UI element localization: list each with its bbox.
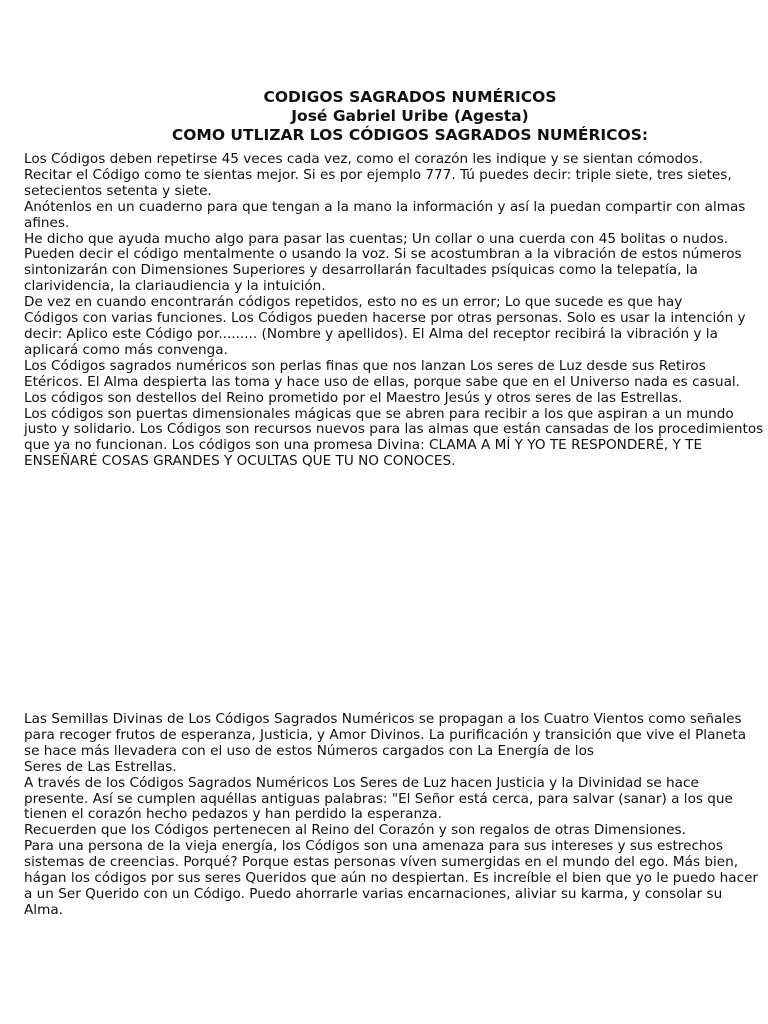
text-line: tienen el corazón hecho pedazos y han perdido la esperanza.	[24, 806, 442, 823]
text-line: Etéricos. El Alma despierta las toma y hace uso de ellas, porque sabe que en el Universo nada es casual.	[24, 373, 740, 390]
text-line: He dicho que ayuda mucho algo para pasar las cuentas; Un collar o una cuerda con 45 bolitas o nudos.	[24, 230, 729, 247]
text-line: setecientos setenta y siete.	[24, 182, 212, 199]
text-line: aplicará como más convenga.	[24, 341, 228, 358]
text-line: Pueden decir el código mentalmente o usando la voz. Si se acostumbran a la vibración de estos números	[24, 246, 742, 263]
text-line: sistemas de creencias. Porqué? Porque estas personas víven sumergidas en el mundo del ego. Más bien,	[24, 854, 739, 871]
text-line: Recitar el Código como te sientas mejor. Si es por ejemplo 777. Tú puedes decir: triple siete, tres sietes,	[24, 166, 732, 183]
text-line: hágan los códigos por sus seres Queridos que aún no despiertan. Es increíble el bien que yo le puedo hacer	[24, 870, 759, 887]
text-line: Para una persona de la vieja energía, los Códigos son una amenaza para sus intereses y sus estrechos	[24, 838, 723, 855]
document-title: CODIGOS SAGRADOS NUMÉRICOS	[263, 88, 557, 106]
text-line: se hace más llevadera con el uso de estos Números cargados con La Energía de los	[24, 742, 594, 759]
text-line: a un Ser Querido con un Código. Puedo ahorrarle varias encarnaciones, aliviar su karma, y consolar su	[24, 885, 723, 902]
text-line: De vez en cuando encontrarán códigos repetidos, esto no es un error; Lo que sucede es que hay	[24, 294, 683, 311]
text-line: Códigos con varias funciones. Los Códigos pueden hacerse por otras personas. Solo es usar la intención y	[24, 310, 746, 327]
document-subtitle: COMO UTLIZAR LOS CÓDIGOS SAGRADOS NUMÉRICOS:	[171, 126, 649, 144]
text-line: decir: Aplico este Código por......... (Nombre y apellidos). El Alma del receptor recibirá la vibración y la	[24, 325, 718, 342]
text-line: para recoger frutos de esperanza, Justicia, y Amor Divinos. La purificación y transición que vive el Planeta	[24, 726, 747, 743]
text-line: sintonizarán con Dimensiones Superiores y desarrollarán facultades psíquicas como la telepatía, la	[24, 262, 698, 279]
text-line: A través de los Códigos Sagrados Numéricos Los Seres de Luz hacen Justicia y la Divinidad se hace	[24, 774, 699, 791]
text-line: justo y solidario. Los Códigos son recursos nuevos para las almas que están cansadas de los procedimientos	[24, 421, 764, 438]
document-header	[0, 88, 768, 145]
text-line: Las Semillas Divinas de Los Códigos Sagrados Numéricos se propagan a los Cuatro Vientos como señales	[24, 711, 742, 727]
document-author: José Gabriel Uribe (Agesta)	[291, 107, 529, 125]
text-line: ENSEÑARÉ COSAS GRANDES Y OCULTAS QUE TU NO CONOCES.	[24, 453, 456, 470]
text-line: Anótenlos en un cuaderno para que tengan a la mano la información y así la puedan compartir con almas	[24, 198, 746, 215]
body-section-1	[24, 152, 768, 470]
text-line: Recuerden que los Códigos pertenecen al Reino del Corazón y son regalos de otras Dimensiones.	[24, 822, 686, 839]
text-line: Los Códigos sagrados numéricos son perlas finas que nos lanzan Los seres de Luz desde sus Retiros	[24, 357, 706, 374]
text-line: Los Códigos deben repetirse 45 veces cada vez, como el corazón les indique y se sientan cómodos.	[24, 151, 703, 167]
text-line: Los códigos son puertas dimensionales mágicas que se abren para recibir a los que aspiran a un mundo	[24, 405, 734, 422]
text-line: Seres de Las Estrellas.	[24, 758, 177, 775]
text-line: afines.	[24, 214, 70, 231]
text-line: Los códigos son destellos del Reino prometido por el Maestro Jesús y otros seres de las Estrellas.	[24, 389, 683, 406]
text-line: presente. Así se cumplen aquéllas antiguas palabras: "El Señor está cerca, para salvar (sanar) a los que	[24, 790, 733, 807]
text-line: clarividencia, la clariaudiencia y la intuición.	[24, 278, 326, 295]
text-line: Alma.	[24, 901, 63, 918]
body-section-2	[24, 712, 768, 919]
text-line: que ya no funcionan. Los códigos son una promesa Divina: CLAMA A MÍ Y YO TE RESPONDERÉ, Y TE	[24, 437, 703, 454]
